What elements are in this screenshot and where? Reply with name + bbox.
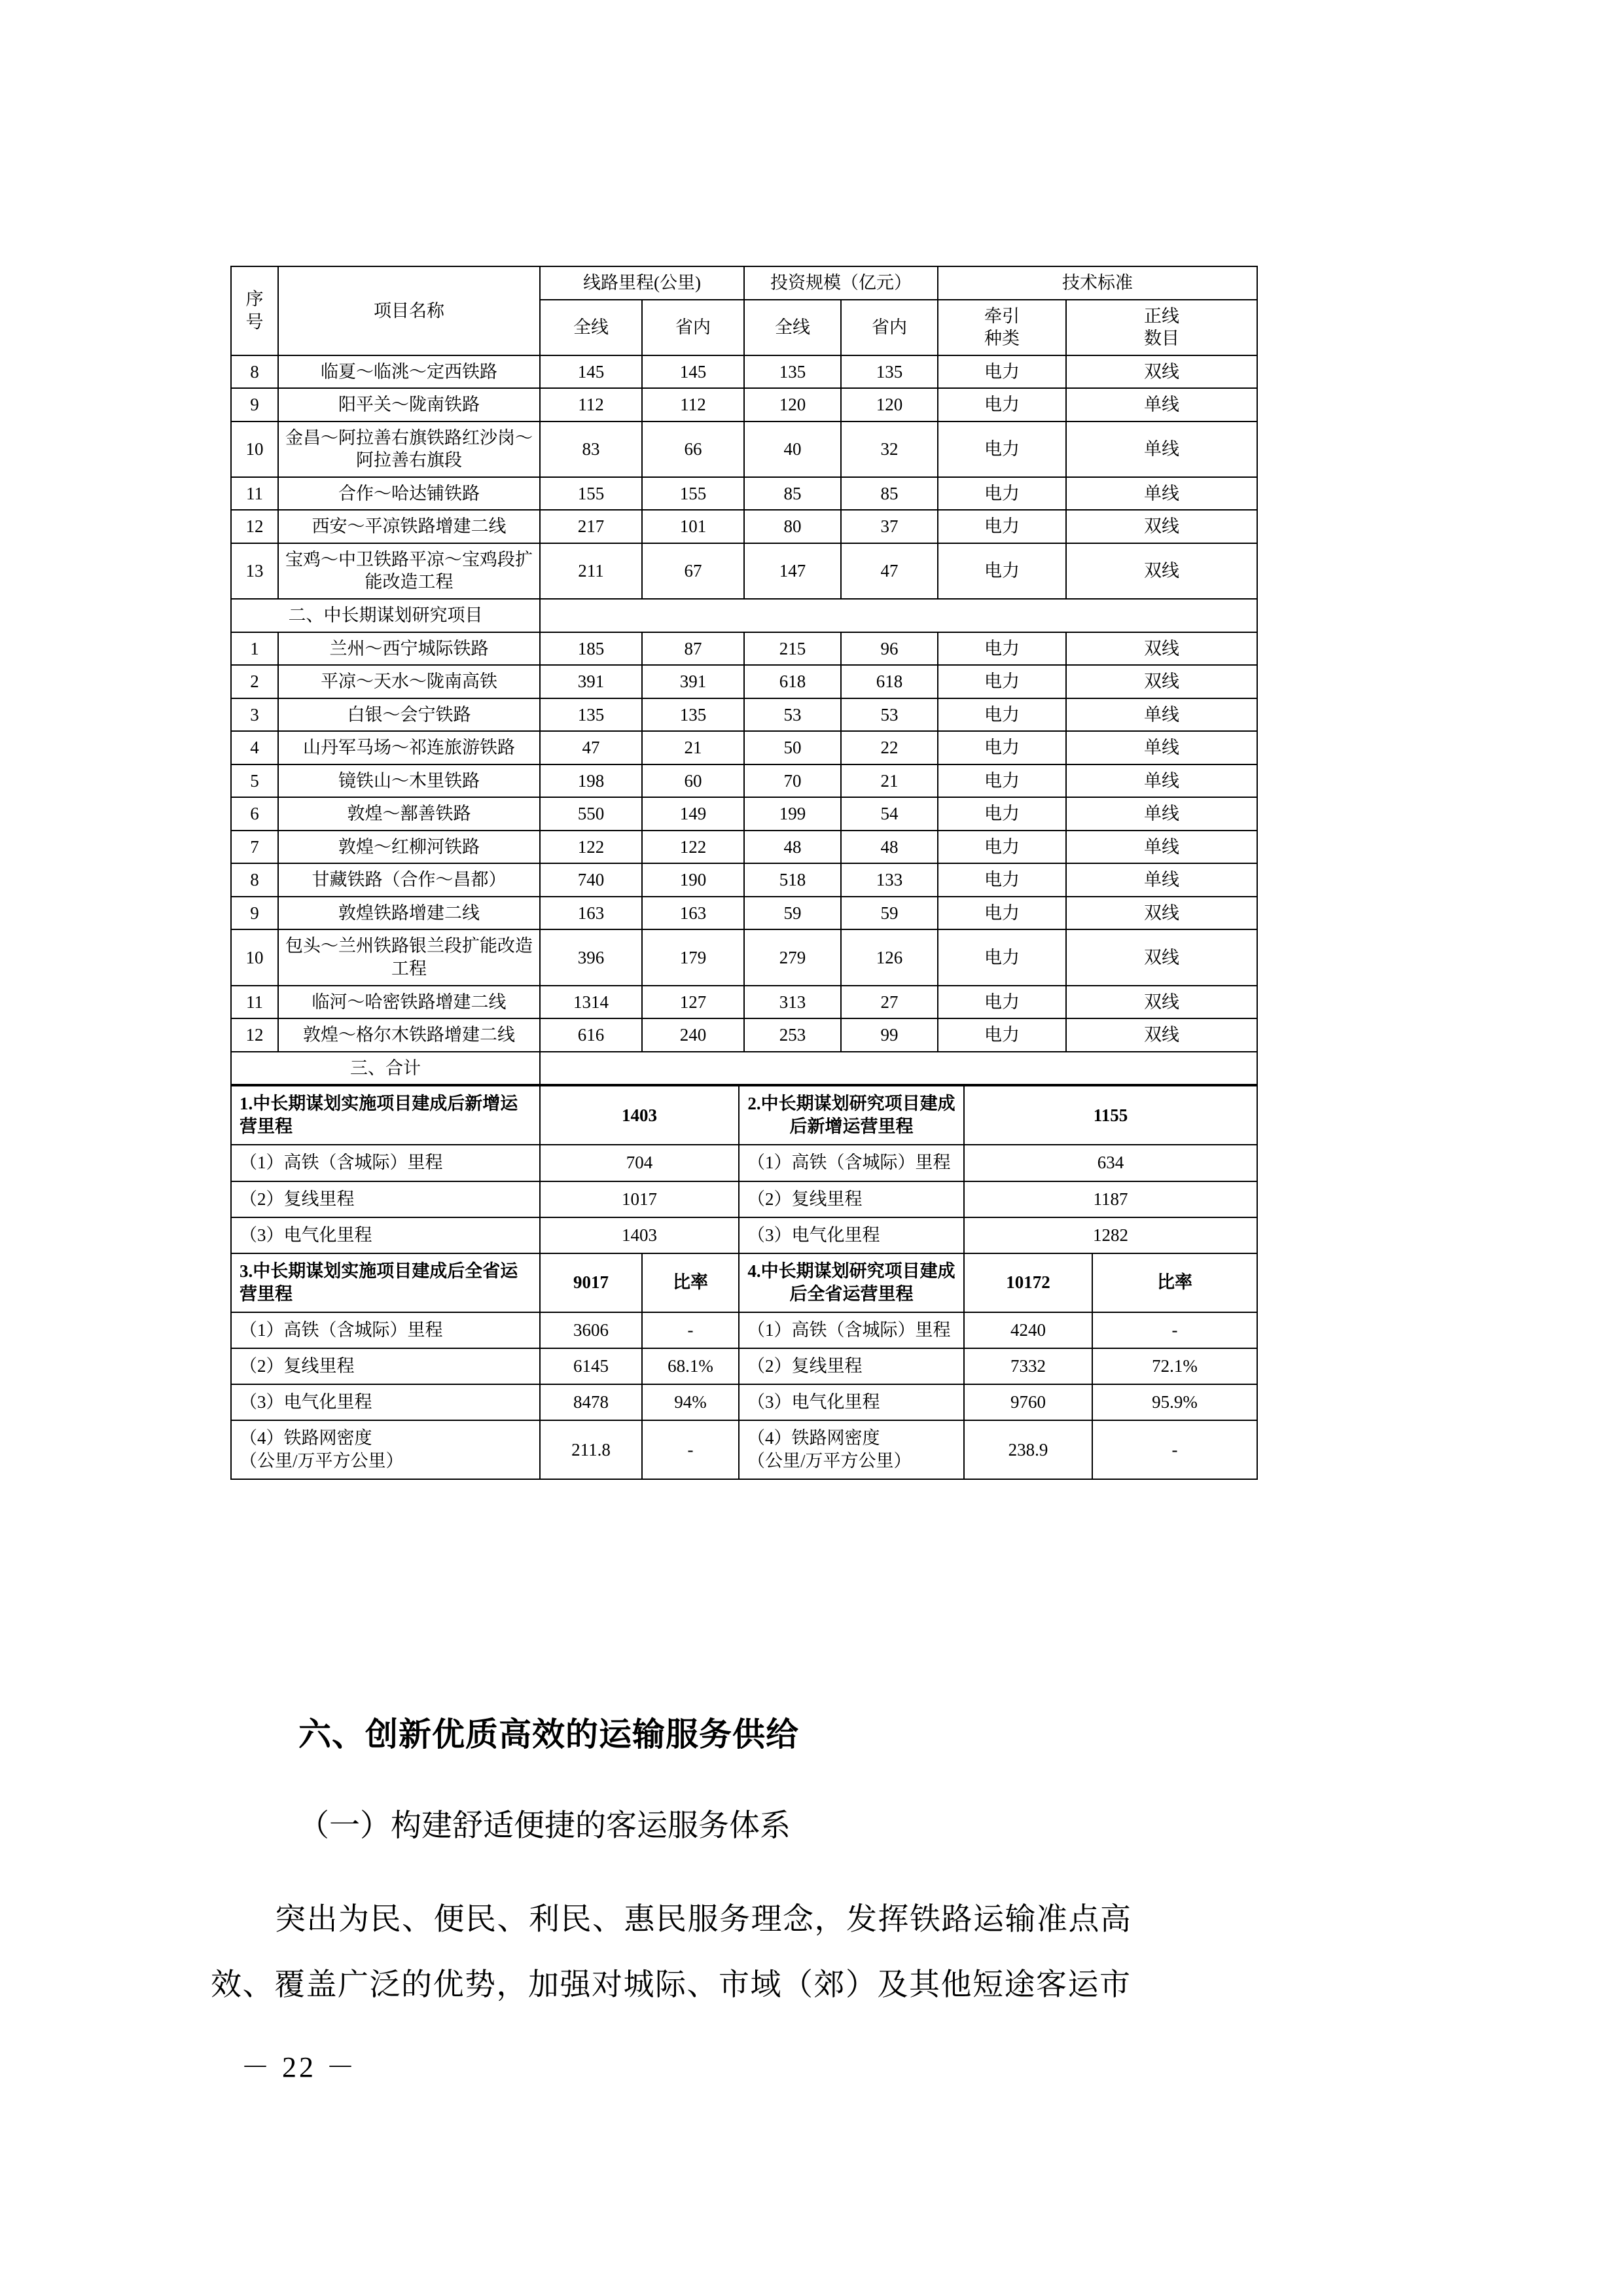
row-project-name: 兰州～西宁城际铁路 bbox=[278, 632, 540, 666]
row-traction: 电力 bbox=[938, 863, 1066, 897]
table-row bbox=[231, 929, 1257, 985]
summary-r5-left-value: 9017 bbox=[540, 1253, 642, 1312]
row-inv-province: 53 bbox=[841, 698, 938, 732]
summary-r5-right-value: 10172 bbox=[964, 1253, 1092, 1312]
row-seq: 12 bbox=[231, 510, 278, 543]
summary-r4-right-value: 1282 bbox=[964, 1217, 1257, 1253]
summary-r3-right-value: 1187 bbox=[964, 1181, 1257, 1217]
row-km-province: 66 bbox=[642, 422, 744, 477]
row-mainline: 双线 bbox=[1066, 355, 1257, 389]
summary-r2-right-label: （1）高铁（含城际）里程 bbox=[739, 1145, 964, 1181]
summary-r7-left-label: （2）复线里程 bbox=[231, 1348, 540, 1384]
summary-row-province-total bbox=[231, 1253, 1257, 1312]
summary-r8-right-value: 9760 bbox=[964, 1384, 1092, 1420]
section2-heading-body bbox=[231, 599, 1257, 632]
row-inv-whole: 147 bbox=[744, 543, 841, 599]
table-row bbox=[231, 665, 1257, 698]
row-inv-province: 135 bbox=[841, 355, 938, 389]
summary-r3-left-label: （2）复线里程 bbox=[231, 1181, 540, 1217]
row-inv-province: 85 bbox=[841, 477, 938, 511]
row-inv-whole: 313 bbox=[744, 986, 841, 1019]
table-row bbox=[231, 632, 1257, 666]
row-km-whole: 391 bbox=[540, 665, 642, 698]
row-inv-province: 54 bbox=[841, 797, 938, 831]
body-paragraph-line-2: 效、覆盖广泛的优势，加强对城际、市域（郊）及其他短途客运市 bbox=[211, 1968, 1132, 2002]
summary-r4-right-label: （3）电气化里程 bbox=[739, 1217, 964, 1253]
summary-r8-right-label: （3）电气化里程 bbox=[739, 1384, 964, 1420]
row-inv-province: 126 bbox=[841, 929, 938, 985]
table-row bbox=[231, 863, 1257, 897]
row-traction: 电力 bbox=[938, 422, 1066, 477]
row-inv-whole: 80 bbox=[744, 510, 841, 543]
row-traction: 电力 bbox=[938, 1018, 1066, 1052]
row-km-whole: 550 bbox=[540, 797, 642, 831]
row-km-province: 127 bbox=[642, 986, 744, 1019]
summary-r8-left-rate: 94% bbox=[642, 1384, 739, 1420]
table-row bbox=[231, 1018, 1257, 1052]
section1-body bbox=[231, 355, 1257, 599]
row-traction: 电力 bbox=[938, 929, 1066, 985]
section3-title: 三、合计 bbox=[231, 1052, 540, 1085]
table-row bbox=[231, 510, 1257, 543]
row-km-province: 21 bbox=[642, 731, 744, 764]
row-mainline: 双线 bbox=[1066, 1018, 1257, 1052]
summary-row-new-mileage bbox=[231, 1086, 1257, 1145]
row-inv-whole: 70 bbox=[744, 764, 841, 798]
row-traction: 电力 bbox=[938, 764, 1066, 798]
row-km-province: 67 bbox=[642, 543, 744, 599]
summary-r7-left-rate: 68.1% bbox=[642, 1348, 739, 1384]
row-mainline: 单线 bbox=[1066, 731, 1257, 764]
row-inv-province: 37 bbox=[841, 510, 938, 543]
row-inv-whole: 50 bbox=[744, 731, 841, 764]
row-mainline: 单线 bbox=[1066, 477, 1257, 511]
row-traction: 电力 bbox=[938, 698, 1066, 732]
row-inv-whole: 215 bbox=[744, 632, 841, 666]
row-mainline: 双线 bbox=[1066, 665, 1257, 698]
row-seq: 8 bbox=[231, 355, 278, 389]
row-inv-whole: 53 bbox=[744, 698, 841, 732]
row-inv-province: 22 bbox=[841, 731, 938, 764]
summary-r8-left-label: （3）电气化里程 bbox=[231, 1384, 540, 1420]
row-seq: 9 bbox=[231, 897, 278, 930]
row-project-name: 敦煌铁路增建二线 bbox=[278, 897, 540, 930]
heading-subsection-one: （一）构建舒适便捷的客运服务体系 bbox=[298, 1809, 791, 1843]
row-km-whole: 47 bbox=[540, 731, 642, 764]
summary-r6-right-value: 4240 bbox=[964, 1312, 1092, 1348]
row-project-name: 金昌～阿拉善右旗铁路红沙岗～阿拉善右旗段 bbox=[278, 422, 540, 477]
row-seq: 3 bbox=[231, 698, 278, 732]
header-seq bbox=[231, 266, 278, 355]
row-seq: 13 bbox=[231, 543, 278, 599]
header-technical-standard: 技术标准 bbox=[938, 266, 1257, 300]
row-project-name: 宝鸡～中卫铁路平凉～宝鸡段扩能改造工程 bbox=[278, 543, 540, 599]
table-header-row-1 bbox=[231, 266, 1257, 300]
summary-table bbox=[230, 1085, 1258, 1480]
row-mainline: 单线 bbox=[1066, 831, 1257, 864]
row-traction: 电力 bbox=[938, 797, 1066, 831]
section-heading-row-2 bbox=[231, 599, 1257, 632]
row-km-whole: 163 bbox=[540, 897, 642, 930]
heading-section-six: 六、创新优质高效的运输服务供给 bbox=[298, 1716, 799, 1753]
row-km-province: 155 bbox=[642, 477, 744, 511]
header-mainline-line2: 数目 bbox=[1144, 329, 1180, 349]
row-km-province: 135 bbox=[642, 698, 744, 732]
row-mainline: 双线 bbox=[1066, 543, 1257, 599]
header-mainline-line1: 正线 bbox=[1144, 306, 1180, 326]
page-number: － 22 － bbox=[241, 2051, 357, 2083]
summary-r4-left-value: 1403 bbox=[540, 1217, 739, 1253]
summary-r4-left-label: （3）电气化里程 bbox=[231, 1217, 540, 1253]
row-km-province: 179 bbox=[642, 929, 744, 985]
row-mainline: 单线 bbox=[1066, 422, 1257, 477]
summary-r9-left-label-line2: （公里/万平方公里） bbox=[240, 1451, 404, 1471]
row-km-whole: 122 bbox=[540, 831, 642, 864]
row-inv-province: 27 bbox=[841, 986, 938, 1019]
table-row bbox=[231, 543, 1257, 599]
row-project-name: 临夏～临洮～定西铁路 bbox=[278, 355, 540, 389]
summary-r7-left-value: 6145 bbox=[540, 1348, 642, 1384]
summary-row-double-track-total bbox=[231, 1348, 1257, 1384]
row-km-province: 101 bbox=[642, 510, 744, 543]
header-seq-line1: 序 bbox=[245, 289, 264, 310]
row-km-whole: 1314 bbox=[540, 986, 642, 1019]
row-inv-province: 47 bbox=[841, 543, 938, 599]
row-project-name: 山丹军马场～祁连旅游铁路 bbox=[278, 731, 540, 764]
row-km-whole: 155 bbox=[540, 477, 642, 511]
row-mainline: 双线 bbox=[1066, 897, 1257, 930]
summary-r9-right-rate: - bbox=[1092, 1420, 1257, 1479]
row-seq: 4 bbox=[231, 731, 278, 764]
row-traction: 电力 bbox=[938, 477, 1066, 511]
header-traction-line1: 牵引 bbox=[984, 306, 1020, 326]
summary-r7-right-label: （2）复线里程 bbox=[739, 1348, 964, 1384]
summary-r9-left-value: 211.8 bbox=[540, 1420, 642, 1479]
row-seq: 10 bbox=[231, 422, 278, 477]
row-km-whole: 198 bbox=[540, 764, 642, 798]
row-inv-whole: 279 bbox=[744, 929, 841, 985]
row-seq: 12 bbox=[231, 1018, 278, 1052]
row-km-province: 122 bbox=[642, 831, 744, 864]
row-project-name: 平凉～天水～陇南高铁 bbox=[278, 665, 540, 698]
row-project-name: 阳平关～陇南铁路 bbox=[278, 388, 540, 422]
row-inv-province: 21 bbox=[841, 764, 938, 798]
summary-r3-left-value: 1017 bbox=[540, 1181, 739, 1217]
table-row bbox=[231, 388, 1257, 422]
summary-r1-left-label: 1.中长期谋划实施项目建成后新增运营里程 bbox=[231, 1086, 540, 1145]
header-km-in-province: 省内 bbox=[642, 300, 744, 355]
row-traction: 电力 bbox=[938, 897, 1066, 930]
summary-r6-right-rate: - bbox=[1092, 1312, 1257, 1348]
row-km-province: 163 bbox=[642, 897, 744, 930]
row-seq: 11 bbox=[231, 986, 278, 1019]
header-project-name: 项目名称 bbox=[278, 266, 540, 355]
row-mainline: 双线 bbox=[1066, 510, 1257, 543]
railway-projects-table-wrap bbox=[230, 266, 1257, 1480]
header-traction-type bbox=[938, 300, 1066, 355]
row-km-whole: 145 bbox=[540, 355, 642, 389]
table-row bbox=[231, 355, 1257, 389]
row-project-name: 敦煌～鄯善铁路 bbox=[278, 797, 540, 831]
row-inv-whole: 199 bbox=[744, 797, 841, 831]
summary-r5-right-label: 4.中长期谋划研究项目建成后全省运营里程 bbox=[739, 1253, 964, 1312]
row-mainline: 单线 bbox=[1066, 388, 1257, 422]
summary-r8-left-value: 8478 bbox=[540, 1384, 642, 1420]
summary-r9-right-label-line1: （4）铁路网密度 bbox=[747, 1428, 880, 1448]
summary-row-electrified-new bbox=[231, 1217, 1257, 1253]
summary-r9-right-value: 238.9 bbox=[964, 1420, 1092, 1479]
row-km-whole: 83 bbox=[540, 422, 642, 477]
summary-row-hsr-new bbox=[231, 1145, 1257, 1181]
summary-r6-left-label: （1）高铁（含城际）里程 bbox=[231, 1312, 540, 1348]
summary-r6-right-label: （1）高铁（含城际）里程 bbox=[739, 1312, 964, 1348]
row-traction: 电力 bbox=[938, 543, 1066, 599]
row-inv-whole: 618 bbox=[744, 665, 841, 698]
row-project-name: 临河～哈密铁路增建二线 bbox=[278, 986, 540, 1019]
row-seq: 7 bbox=[231, 831, 278, 864]
row-project-name: 包头～兰州铁路银兰段扩能改造工程 bbox=[278, 929, 540, 985]
row-mainline: 单线 bbox=[1066, 797, 1257, 831]
row-seq: 2 bbox=[231, 665, 278, 698]
summary-r6-left-value: 3606 bbox=[540, 1312, 642, 1348]
row-km-whole: 211 bbox=[540, 543, 642, 599]
table-row bbox=[231, 731, 1257, 764]
row-project-name: 合作～哈达铺铁路 bbox=[278, 477, 540, 511]
table-row bbox=[231, 897, 1257, 930]
row-inv-province: 96 bbox=[841, 632, 938, 666]
row-km-province: 60 bbox=[642, 764, 744, 798]
summary-r9-left-label-line1: （4）铁路网密度 bbox=[240, 1428, 372, 1448]
summary-r6-left-rate: - bbox=[642, 1312, 739, 1348]
summary-r1-left-value: 1403 bbox=[540, 1086, 739, 1145]
row-km-whole: 185 bbox=[540, 632, 642, 666]
table-row bbox=[231, 422, 1257, 477]
row-project-name: 镜铁山～木里铁路 bbox=[278, 764, 540, 798]
row-inv-whole: 40 bbox=[744, 422, 841, 477]
row-mainline: 双线 bbox=[1066, 632, 1257, 666]
header-main-line-count bbox=[1066, 300, 1257, 355]
row-inv-whole: 120 bbox=[744, 388, 841, 422]
row-seq: 5 bbox=[231, 764, 278, 798]
summary-r7-right-value: 7332 bbox=[964, 1348, 1092, 1384]
row-seq: 6 bbox=[231, 797, 278, 831]
row-traction: 电力 bbox=[938, 665, 1066, 698]
table-row bbox=[231, 698, 1257, 732]
row-traction: 电力 bbox=[938, 831, 1066, 864]
row-traction: 电力 bbox=[938, 510, 1066, 543]
summary-row-double-track-new bbox=[231, 1181, 1257, 1217]
summary-r7-right-rate: 72.1% bbox=[1092, 1348, 1257, 1384]
row-seq: 8 bbox=[231, 863, 278, 897]
summary-row-electrified-total bbox=[231, 1384, 1257, 1420]
summary-r5-left-rate-header: 比率 bbox=[642, 1253, 739, 1312]
body-paragraph-line-1: 突出为民、便民、利民、惠民服务理念，发挥铁路运输准点高 bbox=[275, 1903, 1132, 1937]
row-km-whole: 135 bbox=[540, 698, 642, 732]
row-mainline: 双线 bbox=[1066, 929, 1257, 985]
table-row bbox=[231, 477, 1257, 511]
table-row bbox=[231, 831, 1257, 864]
summary-r5-left-label: 3.中长期谋划实施项目建成后全省运营里程 bbox=[231, 1253, 540, 1312]
row-traction: 电力 bbox=[938, 632, 1066, 666]
summary-r8-right-rate: 95.9% bbox=[1092, 1384, 1257, 1420]
section2-body bbox=[231, 632, 1257, 1052]
summary-r2-left-value: 704 bbox=[540, 1145, 739, 1181]
row-km-whole: 112 bbox=[540, 388, 642, 422]
railway-projects-table bbox=[230, 266, 1258, 1085]
row-traction: 电力 bbox=[938, 355, 1066, 389]
row-seq: 11 bbox=[231, 477, 278, 511]
row-inv-whole: 59 bbox=[744, 897, 841, 930]
row-traction: 电力 bbox=[938, 388, 1066, 422]
row-inv-whole: 135 bbox=[744, 355, 841, 389]
row-km-province: 87 bbox=[642, 632, 744, 666]
row-km-whole: 217 bbox=[540, 510, 642, 543]
row-km-province: 240 bbox=[642, 1018, 744, 1052]
summary-r9-right-label-line2: （公里/万平方公里） bbox=[747, 1451, 912, 1471]
row-km-province: 190 bbox=[642, 863, 744, 897]
summary-r9-left-rate: - bbox=[642, 1420, 739, 1479]
summary-r1-right-label: 2.中长期谋划研究项目建成后新增运营里程 bbox=[739, 1086, 964, 1145]
header-seq-line2: 号 bbox=[245, 312, 264, 332]
summary-row-hsr-total bbox=[231, 1312, 1257, 1348]
summary-r2-right-value: 634 bbox=[964, 1145, 1257, 1181]
summary-r9-left-label bbox=[231, 1420, 540, 1479]
header-traction-line2: 种类 bbox=[984, 329, 1020, 349]
row-seq: 10 bbox=[231, 929, 278, 985]
summary-r5-right-rate-header: 比率 bbox=[1092, 1253, 1257, 1312]
row-inv-province: 99 bbox=[841, 1018, 938, 1052]
row-traction: 电力 bbox=[938, 731, 1066, 764]
header-inv-in-province: 省内 bbox=[841, 300, 938, 355]
row-project-name: 甘藏铁路（合作～昌都） bbox=[278, 863, 540, 897]
summary-r3-right-label: （2）复线里程 bbox=[739, 1181, 964, 1217]
row-project-name: 敦煌～格尔木铁路增建二线 bbox=[278, 1018, 540, 1052]
header-investment-scale: 投资规模（亿元） bbox=[744, 266, 938, 300]
section-heading-row-3 bbox=[231, 1052, 1257, 1085]
row-seq: 9 bbox=[231, 388, 278, 422]
row-inv-whole: 85 bbox=[744, 477, 841, 511]
summary-r2-left-label: （1）高铁（含城际）里程 bbox=[231, 1145, 540, 1181]
header-inv-whole-line: 全线 bbox=[744, 300, 841, 355]
summary-r1-right-value: 1155 bbox=[964, 1086, 1257, 1145]
table-row bbox=[231, 986, 1257, 1019]
row-project-name: 西安～平凉铁路增建二线 bbox=[278, 510, 540, 543]
row-inv-whole: 253 bbox=[744, 1018, 841, 1052]
row-km-whole: 616 bbox=[540, 1018, 642, 1052]
row-km-province: 391 bbox=[642, 665, 744, 698]
row-inv-whole: 518 bbox=[744, 863, 841, 897]
row-inv-province: 48 bbox=[841, 831, 938, 864]
row-km-province: 145 bbox=[642, 355, 744, 389]
section3-title-filler bbox=[540, 1052, 1257, 1085]
row-mainline: 单线 bbox=[1066, 764, 1257, 798]
summary-row-network-density bbox=[231, 1420, 1257, 1479]
section2-title-filler bbox=[540, 599, 1257, 632]
section2-title: 二、中长期谋划研究项目 bbox=[231, 599, 540, 632]
row-km-province: 149 bbox=[642, 797, 744, 831]
row-seq: 1 bbox=[231, 632, 278, 666]
row-inv-province: 133 bbox=[841, 863, 938, 897]
table-row bbox=[231, 764, 1257, 798]
row-km-province: 112 bbox=[642, 388, 744, 422]
row-traction: 电力 bbox=[938, 986, 1066, 1019]
header-km-whole-line: 全线 bbox=[540, 300, 642, 355]
row-mainline: 双线 bbox=[1066, 986, 1257, 1019]
row-mainline: 单线 bbox=[1066, 698, 1257, 732]
section3-heading-body bbox=[231, 1052, 1257, 1085]
row-inv-province: 32 bbox=[841, 422, 938, 477]
table-row bbox=[231, 797, 1257, 831]
row-mainline: 单线 bbox=[1066, 863, 1257, 897]
row-project-name: 白银～会宁铁路 bbox=[278, 698, 540, 732]
row-km-whole: 740 bbox=[540, 863, 642, 897]
summary-r9-right-label bbox=[739, 1420, 964, 1479]
row-inv-province: 618 bbox=[841, 665, 938, 698]
row-inv-whole: 48 bbox=[744, 831, 841, 864]
row-inv-province: 59 bbox=[841, 897, 938, 930]
header-route-mileage: 线路里程(公里) bbox=[540, 266, 744, 300]
row-km-whole: 396 bbox=[540, 929, 642, 985]
row-project-name: 敦煌～红柳河铁路 bbox=[278, 831, 540, 864]
row-inv-province: 120 bbox=[841, 388, 938, 422]
